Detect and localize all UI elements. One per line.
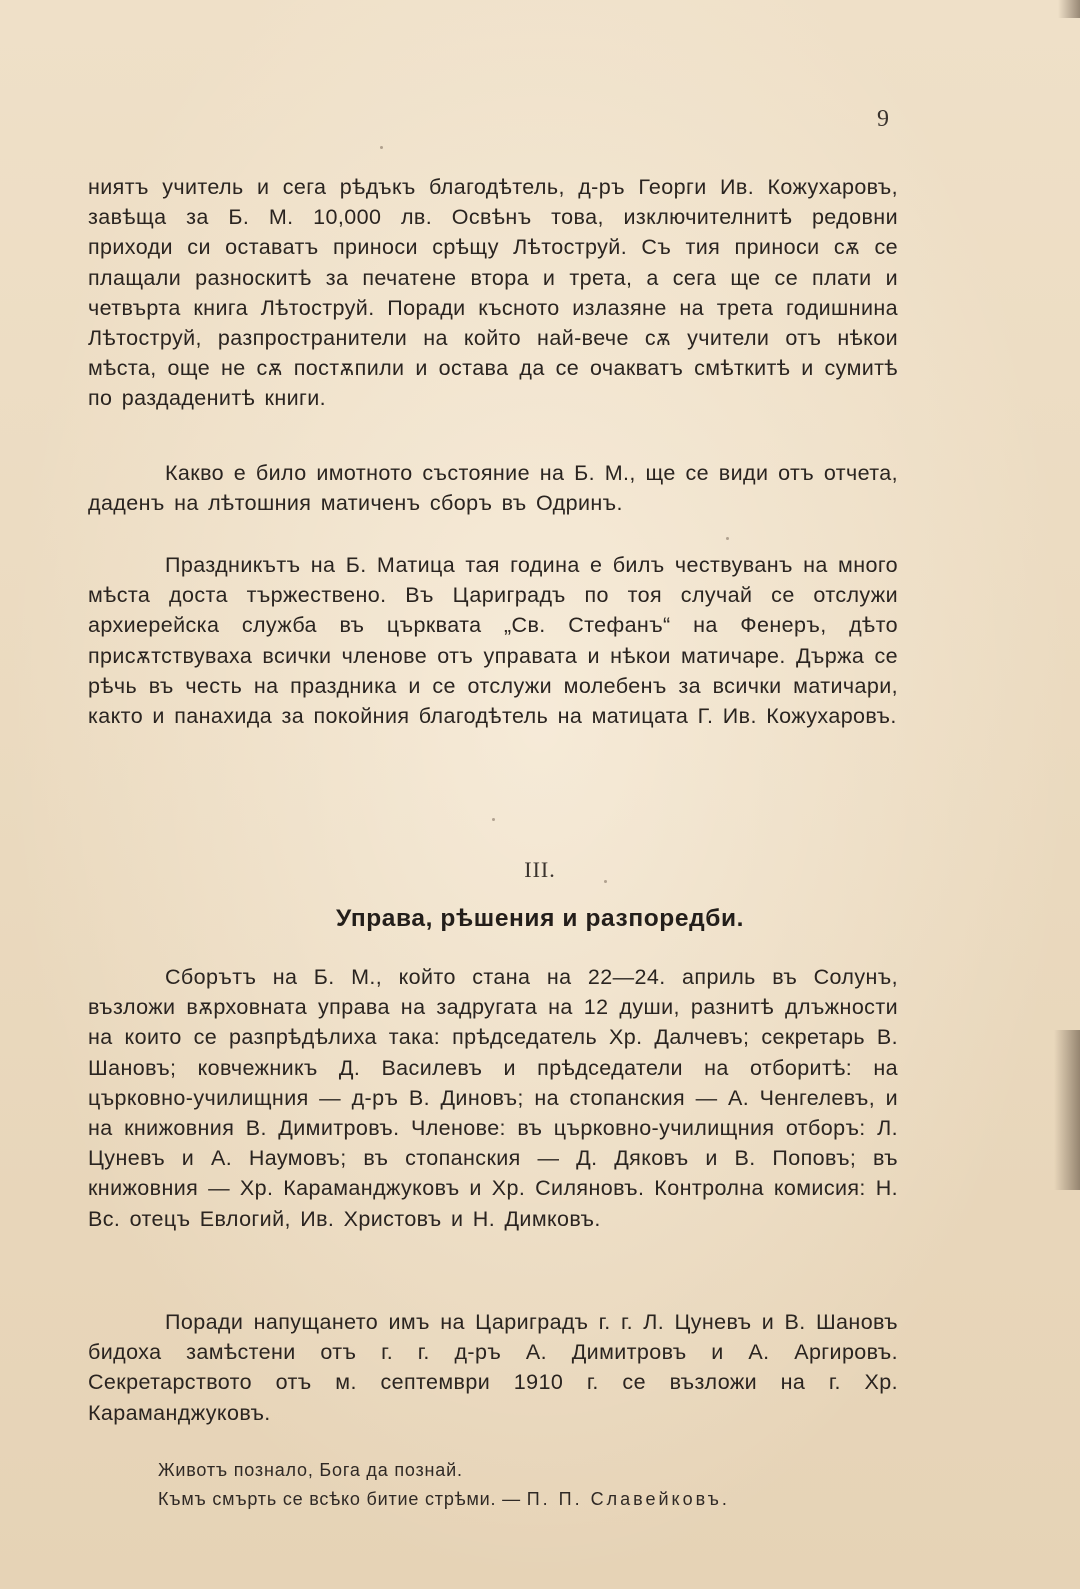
paragraph-4: Сборътъ на Б. М., който стана на 22—24. априль въ Солунъ, възложи вѫрховната управа на задругата на 12 души, разнитѣ длъжности на които се разпрѣдѣлиха така: прѣдседатель Хр. Далчевъ; секретарь В. Шановъ; ковчежникъ Д. Василевъ и прѣдседатели на отборитѣ: на църковно-училищния — д-ръ В. Диновъ; на стопанския — А. Ченгелевъ, и на книжовния В. Димитровъ. Членове: въ църковно-училищния отборъ: Л. Цуневъ и А. Наумовъ; въ стопанския — Д. Дяковъ и В. Поповъ; въ книжовния — Хр. Караманджуковъ и Хр. Силяновъ. Контролна комисия: Н. Вс. отецъ Евлогий, Ив. Христовъ и Н. Димковъ.: [88, 965, 898, 1231]
paragraph-5: Поради напущането имъ на Цариградъ г. г. Л. Цуневъ и В. Шановъ бидоха замѣстени отъ г. г. д-ръ А. Димитровъ и А. Аргировъ. Секретарството отъ м. септември 1910 г. се възложи на г. Хр. Караманджуковъ.: [88, 1310, 898, 1425]
page-edge-shadow-right: [1054, 1030, 1080, 1190]
paper-speck: [726, 537, 729, 540]
section-number: III.: [524, 857, 556, 882]
section-title: Управа, рѣшения и разпоредби.: [335, 905, 745, 932]
page-edge-shadow-top: [1058, 0, 1080, 18]
page-number: 9: [877, 106, 889, 132]
epigraph-line-2: [158, 1485, 918, 1514]
paragraph-1: ниятъ учитель и сега рѣдъкъ благодѣтель, д-ръ Георги Ив. Кожухаровъ, завѣща за Б. М. 10,000 лв. Освѣнъ това, изключителнитѣ редовни приходи си оставатъ приноси срѣщу Лѣтоструй. Съ тия приноси сѫ се плащали разноскитѣ за печатене втора и трета, а сега ще се плати и четвърта книга Лѣтоструй. Поради късното излазяне на трета годишнина Лѣтоструй, разпространители на който най-вече сѫ учители отъ нѣкои мѣста, още не сѫ постѫпили и остава да се очакватъ смѣткитѣ и сумитѣ по раздаденитѣ книги.: [88, 175, 898, 411]
epigraph: [158, 1456, 918, 1514]
paragraph-2: Какво е било имотното състояние на Б. М., ще се види отъ отчета, даденъ на лѣтошния матиченъ сборъ въ Одринъ.: [88, 461, 898, 516]
epigraph-line-2-text: Къмъ смърть се всѣко битие стрѣми. —: [158, 1489, 521, 1509]
paper-speck: [492, 818, 495, 821]
paragraph-3: Праздникътъ на Б. Матица тая година е билъ чествуванъ на много мѣста доста тържествено. Въ Цариградъ по тоя случай се отслужи архиерейска служба въ църквата „Св. Стефанъ“ на Фенеръ, дѣто присѫтствуваха всички членове отъ управата и нѣкои матичаре. Държа се рѣчь въ честь на праздника и се отслужи молебенъ за всички матичари, както и панахида за покойния благодѣтель на матицата Г. Ив. Кожухаровъ.: [88, 553, 898, 729]
paper-speck: [380, 146, 383, 149]
epigraph-author: П. П. Славейковъ.: [526, 1489, 730, 1509]
epigraph-line-1: Животъ познало, Бога да познай.: [158, 1460, 463, 1480]
